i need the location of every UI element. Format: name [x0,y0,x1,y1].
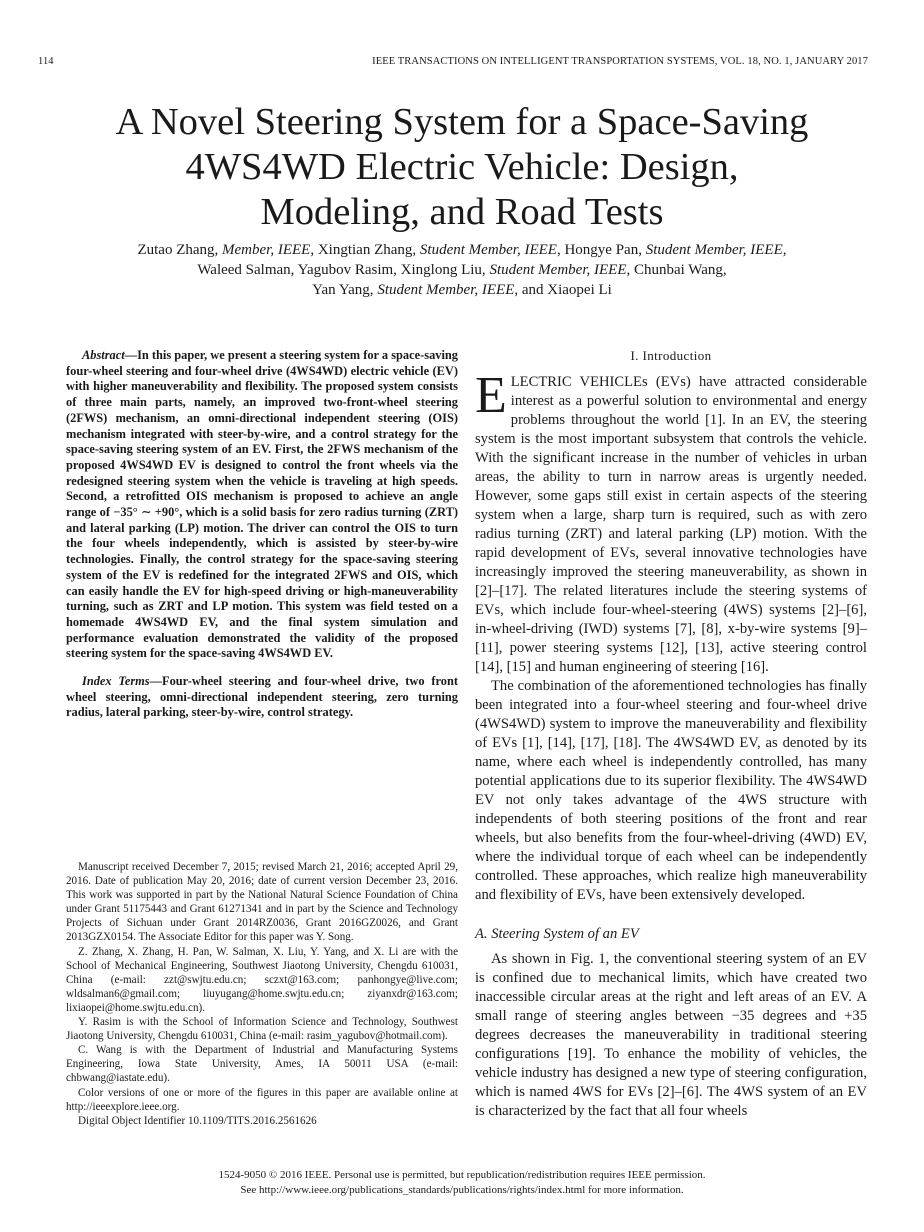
footnote: C. Wang is with the Department of Industrial and Manufacturing Systems Engineering, Iowa State University, Ames, IA 50011 USA (e-mail: chbwang@iastate.edu). [66,1044,458,1085]
footnote: Manuscript received December 7, 2015; revised March 21, 2016; accepted April 29, 2016. Date of publication May 20, 2016; date of current version December 23, 2016. This work was supported in part by the National Natural Science Foundation of China under Grant 51175443 and Grant 61271341 and in part by the Science and Technology Projects of Sichuan under Grant 2014RZ0036, Grant 2016GZ0026, and Grant 2013GZX0154. The Associate Editor for this paper was Y. Song. [66,861,458,944]
page-number: 114 [38,56,54,67]
footnotes [66,860,458,1128]
title-line: Modeling, and Road Tests [260,191,664,233]
running-header [38,56,868,67]
intro-paragraph [475,367,867,677]
journal-name: IEEE TRANSACTIONS ON INTELLIGENT TRANSPORTATION SYSTEMS, VOL. 18, NO. 1, JANUARY 2017 [372,56,868,67]
footer-line: See http://www.ieee.org/publications_standards/publications/rights/index.html for more information. [240,1183,684,1196]
intro-paragraph-text: LECTRIC VEHICLEs (EVs) have attracted considerable interest as a powerful solution to environmental and energy problems throughout the world [1]. In an EV, the steering system is the most important subsystem that controls the vehicle. With the significant increase in the number of vehicles in urban areas, the ability to turn in narrow areas is urgently needed. However, some gaps still exist in certain aspects of the steering system when a large, sharp turn is required, such as with zero radius turning (ZRT) and lateral parking (LP) motion. With the rapid development of EVs, several innovative technologies have increasingly improved the steering maneuverability, as shown in [2]–[17]. The related literatures include the steering systems of EVs, which include four-wheel-steering (4WS) systems [2]–[6], in-wheel-driving (IWD) systems [7], [8], x-by-wire systems [9]–[11], power steering systems [12], [13], active steering control [14], [15] and human engineering of steering [16]. [475,374,867,675]
footnote: Color versions of one or more of the figures in this paper are available online at http://ieeexplore.ieee.org. [66,1086,458,1113]
left-column [66,348,458,721]
index-terms [66,674,458,721]
copyright-footer [0,1168,924,1197]
footnote: Digital Object Identifier 10.1109/TITS.2016.2561626 [78,1114,317,1127]
index-terms-text: —Four-wheel steering and four-wheel drive, two front wheel steering, omni-directional independent steering, zero turning radius, lateral parking, steer-by-wire, control strategy. [66,674,458,720]
title-line: A Novel Steering System for a Space-Saving [115,101,809,143]
author-line: Yan Yang, Student Member, IEEE, and Xiaopei Li [312,282,612,298]
section-heading: I. Introduction [630,348,712,363]
author-line: Zutao Zhang, Member, IEEE, Xingtian Zhang, Student Member, IEEE, Hongye Pan, Student Member, IEEE, [137,242,787,258]
subsection-heading: A. Steering System of an EV [475,926,639,942]
paper-title [0,100,924,235]
index-terms-lead: Index Terms [82,674,150,689]
right-column [475,346,867,1121]
abstract-text: —In this paper, we present a steering system for a space-saving four-wheel steering and four-wheel drive (4WS4WD) electric vehicle (EV) with higher maneuverability and flexibility. The proposed system consists of three main parts, namely, an improved two-front-wheel steering (2FWS) mechanism, an omni-directional independent steering (OIS) mechanism integrated with steer-by-wire, and a control strategy for the space-saving steering system of an EV. First, the 2FWS mechanism of the proposed 4WS4WD EV is designed to control the front wheels via the redesigned steering system when the vehicle is traveling at high speeds. Second, a retrofitted OIS mechanism is proposed to achieve an angle range of −35° ∼ +90°, which is a solid basis for zero radius turning (ZRT) and lateral parking (LP) motion. The driver can control the OIS to turn the four wheels independently, which is assisted by steer-by-wire technologies. Finally, the control strategy for the space-saving steering system of the EV is redefined for the integrated 2FWS and OIS, which can easily handle the EV for high-speed driving or high-maneuverability turning, such as ZRT and LP motion. This system was field tested on a homemade 4WS4WD EV, and the final system simulation and performance evaluation demonstrated the validity of the proposed steering system for the space-saving 4WS4WD EV. [66,348,458,661]
footnote: Z. Zhang, X. Zhang, H. Pan, W. Salman, X. Liu, Y. Yang, and X. Li are with the School of Mechanical Engineering, Southwest Jiaotong University, Chengdu 610031, China (e-mail: zzt@swjtu.edu.cn; sczxt@163.com; panhongye@live.com; wldsalman6@gmail.com; liuyugang@home.swjtu.edu.cn; ziyanxdr@163.com; lixiaopei@home.swjtu.edu.cn). [66,945,458,1014]
title-line: 4WS4WD Electric Vehicle: Design, [185,146,739,188]
author-line: Waleed Salman, Yagubov Rasim, Xinglong Liu, Student Member, IEEE, Chunbai Wang, [197,262,727,278]
abstract [66,348,458,662]
subsection-paragraph: As shown in Fig. 1, the conventional steering system of an EV is confined due to mechanical limits, which have created two inaccessible circular areas at the right and left areas of an EV. A small range of steering angles between −35 degrees and +35 degrees decreases the maneuverability in traditional steering configurations [19]. To enhance the mobility of vehicles, the vehicle industry has designed a new type of steering configuration, which is named 4WS for EVs [2]–[6]. The 4WS system of an EV is characterized by the fact that all four wheels [475,951,867,1119]
footnote: Y. Rasim is with the School of Information Science and Technology, Southwest Jiaotong University, Chengdu 610031, China (e-mail: rasim_yagubov@hotmail.com). [66,1016,458,1043]
dropcap: E [475,367,507,424]
abstract-lead: Abstract [82,348,125,362]
author-list [0,240,924,300]
intro-paragraph: The combination of the aforementioned technologies has finally been integrated into a four-wheel steering and four-wheel drive (4WS4WD) system to improve the maneuverability and flexibility of EVs [1], [14], [17], [18]. The 4WS4WD EV, as denoted by its name, where each wheel is independently controlled, has many potential applications due to its superior flexibility. The 4WS4WD EV not only takes advantage of the 4WS structure with independents of both steering positions of the front and rear wheels, but also benefits from the four-wheel-driving (4WD) EV, where the individual torque of each wheel can be independently controlled. These approaches, which realize high maneuverability and flexibility of EVs, have been extensively developed. [475,678,867,903]
footer-line: 1524-9050 © 2016 IEEE. Personal use is permitted, but republication/redistribution requires IEEE permission. [218,1169,706,1181]
